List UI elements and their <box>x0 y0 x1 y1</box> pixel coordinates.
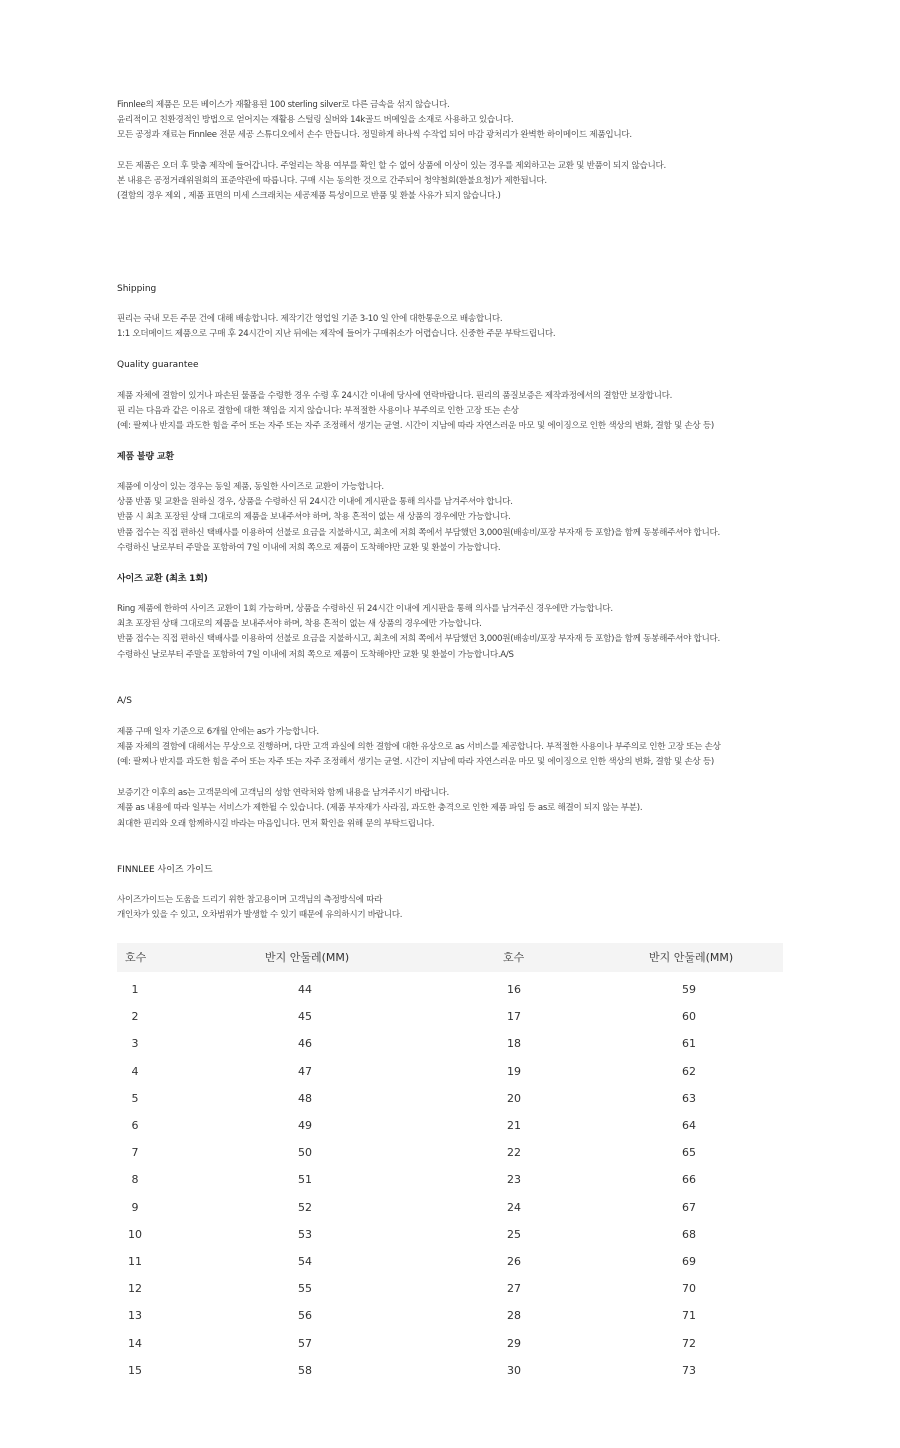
size-table-header <box>117 943 783 972</box>
header-size-no: 호수 <box>125 951 147 964</box>
size-number-cell: 16 <box>507 983 521 996</box>
quality-line: (예: 팔찌나 반지를 과도한 힘을 주어 또는 자주 또는 자주 조정해서 생기는 균열. 시간이 지남에 따라 자연스러운 마모 및 에이징으로 인한 색상의 변화, 결함 및 손상 등) <box>117 421 714 431</box>
circumference-cell: 63 <box>682 1091 696 1105</box>
size-number-cell: 11 <box>128 1255 142 1268</box>
size-number-cell: 15 <box>128 1363 142 1377</box>
circumference-cell: 65 <box>682 1146 696 1160</box>
as-line: 제품 구매 일자 기준으로 6개월 안에는 as가 가능합니다. <box>117 727 319 737</box>
size-number-cell: 4 <box>131 1064 139 1078</box>
size-exchange-line: 반품 접수는 직접 편하신 택배사를 이용하여 선불로 요금을 지불하시고, 최초에 저희 쪽에서 부담했던 3,000원(배송비/포장 부자재 등 포함)을 함께 동봉해주셔야 합니다. <box>117 634 720 644</box>
shipping-line: 핀리는 국내 모든 주문 건에 대해 배송합니다. 제작기간 영업일 기준 3-10 일 안에 대한통운으로 배송합니다. <box>117 314 503 324</box>
size-number-cell: 17 <box>507 1010 521 1024</box>
circumference-cell: 64 <box>682 1119 696 1132</box>
circumference-cell: 50 <box>298 1146 312 1160</box>
defect-line: 수령하신 날로부터 주말을 포함하여 7일 이내에 저희 쪽으로 제품이 도착해야만 교환 및 환불이 가능합니다. <box>117 543 501 553</box>
quality-heading: Quality guarantee <box>117 360 199 370</box>
as-line: 제품 자체의 결함에 대해서는 무상으로 진행하며, 다만 고객 과실에 의한 결함에 대한 유상으로 as 서비스를 제공합니다. 부적절한 사용이나 부주의로 인한 고장 또는 손상 <box>117 742 721 752</box>
size-number-cell: 13 <box>128 1309 142 1323</box>
circumference-cell: 68 <box>682 1227 696 1241</box>
as-line: 제품 as 내용에 따라 일부는 서비스가 제한될 수 있습니다. (제품 부자재가 사라짐, 과도한 충격으로 인한 제품 파임 등 as로 해결이 되지 않는 부분). <box>117 803 643 813</box>
circumference-cell: 48 <box>298 1091 312 1105</box>
size-number-cell: 25 <box>507 1227 521 1241</box>
defect-heading: 제품 불량 교환 <box>117 452 174 462</box>
size-number-cell: 22 <box>507 1146 521 1160</box>
quality-line: 제품 자체에 결함이 있거나 파손된 물품을 수령한 경우 수령 후 24시간 이내에 당사에 연락바랍니다. 핀리의 품질보증은 제작과정에서의 결함만 보장합니다. <box>117 391 673 401</box>
size-number-cell: 2 <box>131 1010 139 1024</box>
circumference-cell: 66 <box>682 1173 696 1187</box>
size-number-cell: 10 <box>128 1227 142 1241</box>
circumference-cell: 56 <box>298 1309 312 1323</box>
intro-line: 본 내용은 공정거래위원회의 표준약관에 따릅니다. 구매 시는 동의한 것으로 간주되어 청약철회(환불요청)가 제한됩니다. <box>117 176 547 186</box>
size-exchange-line: 최초 포장된 상태 그대로의 제품을 보내주셔야 하며, 착용 흔적이 없는 새 상품의 경우에만 가능합니다. <box>117 619 482 629</box>
circumference-cell: 67 <box>682 1200 696 1214</box>
size-exchange-line: 수령하신 날로부터 주말을 포함하여 7일 이내에 저희 쪽으로 제품이 도착해야만 교환 및 환불이 가능합니다.A/S <box>117 650 514 660</box>
size-number-cell: 14 <box>128 1336 142 1350</box>
circumference-cell: 53 <box>298 1227 312 1241</box>
circumference-cell: 70 <box>682 1282 696 1296</box>
size-number-cell: 9 <box>131 1200 139 1214</box>
intro-line: 윤리적이고 친환경적인 방법으로 얻어지는 재활용 스털링 실버와 14k골드 버메일을 소재로 사용하고 있습니다. <box>117 115 514 125</box>
size-number-cell: 26 <box>507 1255 521 1268</box>
header-circumference: 반지 안둘레(MM) <box>649 951 734 964</box>
shipping-heading: Shipping <box>117 284 157 294</box>
quality-line: 핀 리는 다음과 같은 이유로 결함에 대한 책임을 지지 않습니다: 부적절한 사용이나 부주의로 인한 고장 또는 손상 <box>117 406 519 416</box>
size-number-cell: 3 <box>131 1037 139 1051</box>
size-number-cell: 28 <box>507 1309 521 1323</box>
circumference-cell: 51 <box>298 1173 312 1187</box>
circumference-cell: 55 <box>298 1282 312 1296</box>
size-number-cell: 19 <box>507 1064 521 1078</box>
size-number-cell: 20 <box>507 1091 521 1105</box>
size-number-cell: 18 <box>507 1037 521 1051</box>
size-number-cell: 1 <box>131 983 139 996</box>
header-size-no: 호수 <box>503 951 525 964</box>
circumference-cell: 52 <box>298 1200 312 1214</box>
defect-line: 상품 반품 및 교환을 원하실 경우, 상품을 수령하신 뒤 24시간 이내에 게시판을 통해 의사를 남겨주셔야 합니다. <box>117 497 513 507</box>
size-number-cell: 8 <box>131 1173 139 1187</box>
size-number-cell: 7 <box>131 1146 139 1160</box>
size-number-cell: 21 <box>507 1119 521 1132</box>
circumference-cell: 72 <box>682 1336 696 1350</box>
size-guide-line: 개인차가 있을 수 있고, 오차범위가 발생할 수 있기 때문에 유의하시기 바랍니다. <box>117 910 403 920</box>
circumference-cell: 58 <box>298 1363 312 1377</box>
circumference-cell: 60 <box>682 1010 696 1024</box>
size-number-cell: 29 <box>507 1336 521 1350</box>
circumference-cell: 54 <box>298 1255 312 1268</box>
circumference-cell: 59 <box>682 983 696 996</box>
circumference-cell: 44 <box>298 983 312 996</box>
intro-line: Finnlee의 제품은 모든 베이스가 재활용된 100 sterling silver로 다른 금속을 섞지 않습니다. <box>117 100 450 110</box>
defect-line: 반품 시 최초 포장된 상태 그대로의 제품을 보내주셔야 하며, 착용 흔적이 없는 새 상품의 경우에만 가능합니다. <box>117 512 511 522</box>
size-number-cell: 24 <box>507 1200 521 1214</box>
circumference-cell: 71 <box>682 1309 696 1323</box>
intro-line: 모든 제품은 오더 후 맞춤 제작에 들어갑니다. 주얼리는 착용 여부를 확인 할 수 없어 상품에 이상이 있는 경우를 제외하고는 교환 및 반품이 되지 않습니다. <box>117 161 666 171</box>
shipping-line: 1:1 오더메이드 제품으로 구매 후 24시간이 지난 뒤에는 제작에 들어가 구매취소가 어렵습니다. 신중한 주문 부탁드립니다. <box>117 329 556 339</box>
size-guide-line: 사이즈가이드는 도움을 드리기 위한 참고용이며 고객님의 측정방식에 따라 <box>117 895 383 905</box>
circumference-cell: 73 <box>682 1363 696 1377</box>
circumference-cell: 46 <box>298 1037 312 1051</box>
size-exchange-heading: 사이즈 교환 (최초 1회) <box>117 574 208 584</box>
circumference-cell: 57 <box>298 1336 312 1350</box>
as-line: (예: 팔찌나 반지를 과도한 힘을 주어 또는 자주 또는 자주 조정해서 생기는 균열. 시간이 지남에 따라 자연스러운 마모 및 에이징으로 인한 색상의 변화, 결함 및 손상 등) <box>117 757 714 767</box>
size-number-cell: 27 <box>507 1282 521 1296</box>
size-exchange-line: Ring 제품에 한하여 사이즈 교환이 1회 가능하며, 상품을 수령하신 뒤 24시간 이내에 게시판을 통해 의사를 남겨주신 경우에만 가능합니다. <box>117 604 613 614</box>
size-number-cell: 5 <box>131 1091 139 1105</box>
as-line: 보증기간 이후의 as는 고객문의에 고객님의 성함 연락처와 함께 내용을 남겨주시기 바랍니다. <box>117 788 449 798</box>
circumference-cell: 62 <box>682 1064 696 1078</box>
circumference-cell: 49 <box>298 1119 312 1132</box>
as-heading: A/S <box>117 696 132 706</box>
size-guide-heading: FINNLEE 사이즈 가이드 <box>117 865 213 875</box>
circumference-cell: 69 <box>682 1255 696 1268</box>
defect-line: 제품에 이상이 있는 경우는 동일 제품, 동일한 사이즈로 교환이 가능합니다. <box>117 482 384 492</box>
circumference-cell: 45 <box>298 1010 312 1024</box>
intro-line: 모든 공정과 재료는 Finnlee 전문 세공 스튜디오에서 손수 만듭니다. 정밀하게 하나씩 수작업 되어 마감 광처리가 완벽한 하이메이드 제품입니다. <box>117 130 632 140</box>
size-number-cell: 6 <box>131 1119 139 1132</box>
header-circumference: 반지 안둘레(MM) <box>265 951 350 964</box>
size-number-cell: 23 <box>507 1173 521 1187</box>
size-number-cell: 30 <box>507 1363 521 1377</box>
as-line: 최대한 핀리와 오래 함께하시길 바라는 마음입니다. 먼저 확인을 위해 문의 부탁드립니다. <box>117 819 435 829</box>
circumference-cell: 61 <box>682 1037 696 1051</box>
size-number-cell: 12 <box>128 1282 142 1296</box>
intro-line: (결함의 경우 제외 , 제품 표면의 미세 스크래치는 세공제품 특성이므로 반품 및 환불 사유가 되지 않습니다.) <box>117 191 501 201</box>
defect-line: 반품 접수는 직접 편하신 택배사를 이용하여 선불로 요금을 지불하시고, 최초에 저희 쪽에서 부담했던 3,000원(배송비/포장 부자재 등 포함)을 함께 동봉해주셔야 합니다. <box>117 528 720 538</box>
circumference-cell: 47 <box>298 1064 312 1078</box>
